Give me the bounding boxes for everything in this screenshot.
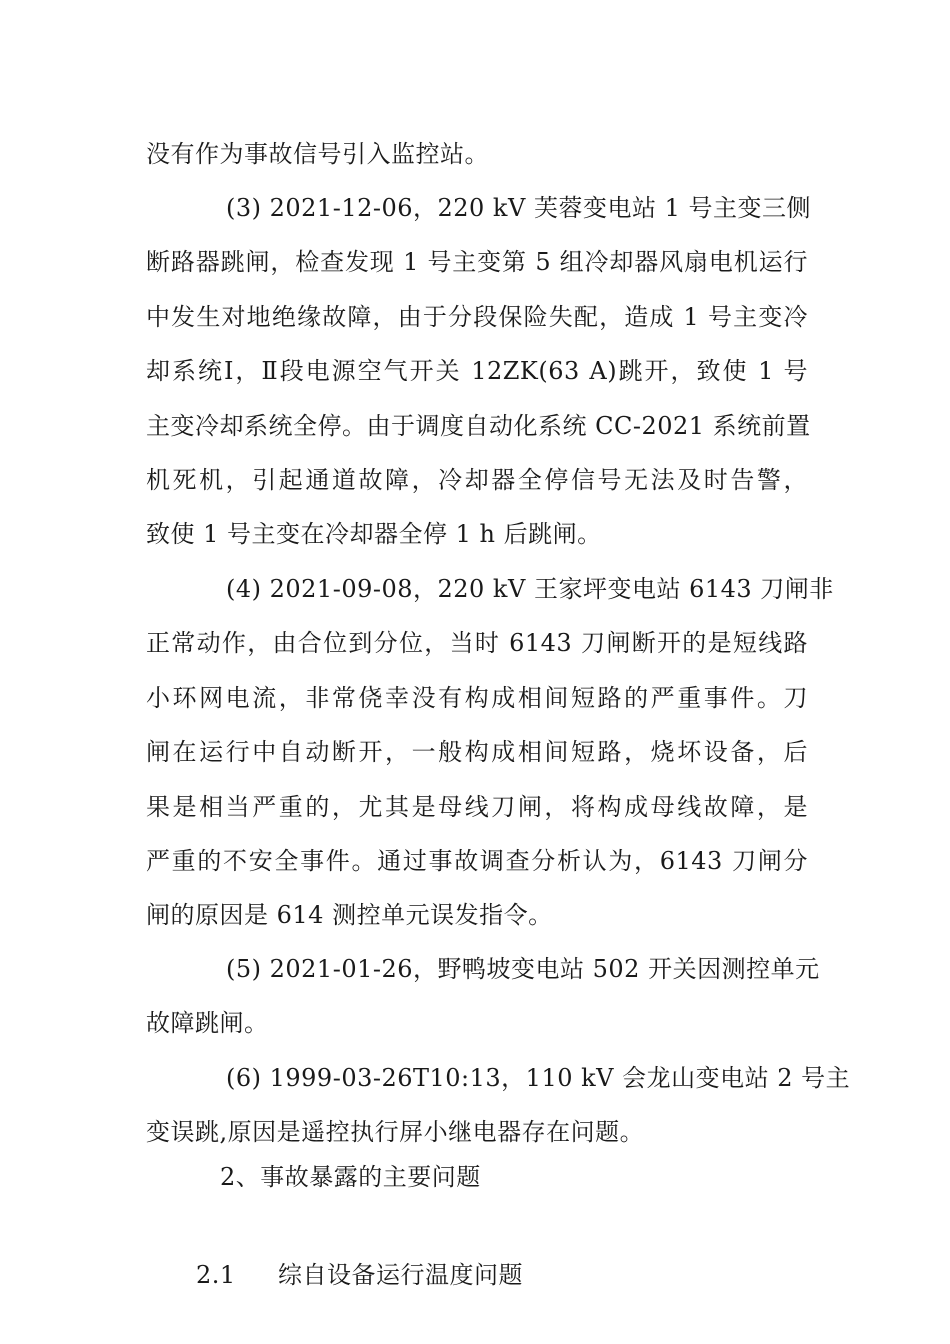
text-line: 中发生对地绝缘故障，由于分段保险失配，造成 1 号主变冷 xyxy=(146,302,808,331)
text-line: 变误跳,原因是遥控执行屏小继电器存在问题。 xyxy=(146,1118,645,1147)
text-line: 故障跳闸。 xyxy=(146,1009,269,1038)
text-line: (6) 1999-03-26T10:13，110 kV 会龙山变电站 2 号主 xyxy=(226,1064,851,1092)
text-line: (5) 2021-01-26，野鸭坡变电站 502 开关因测控单元 xyxy=(226,955,820,983)
text-line: (3) 2021-12-06，220 kV 芙蓉变电站 1 号主变三侧 xyxy=(226,194,811,222)
text-line: 闸的原因是 614 测控单元误发指令。 xyxy=(146,901,553,930)
paragraph-item-3 xyxy=(146,181,811,562)
text-line: 小环网电流，非常侥幸没有构成相间短路的严重事件。刀 xyxy=(146,683,808,712)
paragraph-item-5 xyxy=(146,942,820,1051)
text-line: 严重的不安全事件。通过事故调查分析认为，6143 刀闸分 xyxy=(146,846,808,875)
text-line: 却系统Ⅰ，Ⅱ段电源空气开关 12ZK(63 A)跳开，致使 1 号 xyxy=(146,357,808,386)
text-line: 主变冷却系统全停。由于调度自动化系统 CC-2021 系统前置 xyxy=(146,411,811,440)
subsection-title: 综自设备运行温度问题 xyxy=(277,1261,523,1289)
text-line: 没有作为事故信号引入监控站。 xyxy=(146,140,489,168)
text-line: 闸在运行中自动断开，一般构成相间短路，烧坏设备，后 xyxy=(146,738,808,767)
text-line: 果是相当严重的，尤其是母线刀闸，将构成母线故障，是 xyxy=(146,792,808,821)
subsection-number: 2.1 xyxy=(196,1261,236,1289)
paragraph-item-4 xyxy=(146,562,834,943)
text-line: 机死机，引起通道故障，冷却器全停信号无法及时告警， xyxy=(146,465,808,494)
text-line: 断路器跳闸，检查发现 1 号主变第 5 组冷却器风扇电机运行 xyxy=(146,248,808,277)
text-line: (4) 2021-09-08，220 kV 王家坪变电站 6143 刀闸非 xyxy=(226,575,834,603)
subsection-heading xyxy=(196,1258,523,1292)
paragraph-item-6 xyxy=(146,1051,851,1160)
text-line: 正常动作，由合位到分位，当时 6143 刀闸断开的是短线路 xyxy=(146,629,808,658)
paragraph-continuation xyxy=(146,127,808,181)
section-heading: 2、事故暴露的主要问题 xyxy=(220,1163,481,1191)
text-line: 致使 1 号主变在冷却器全停 1 h 后跳闸。 xyxy=(146,520,602,549)
